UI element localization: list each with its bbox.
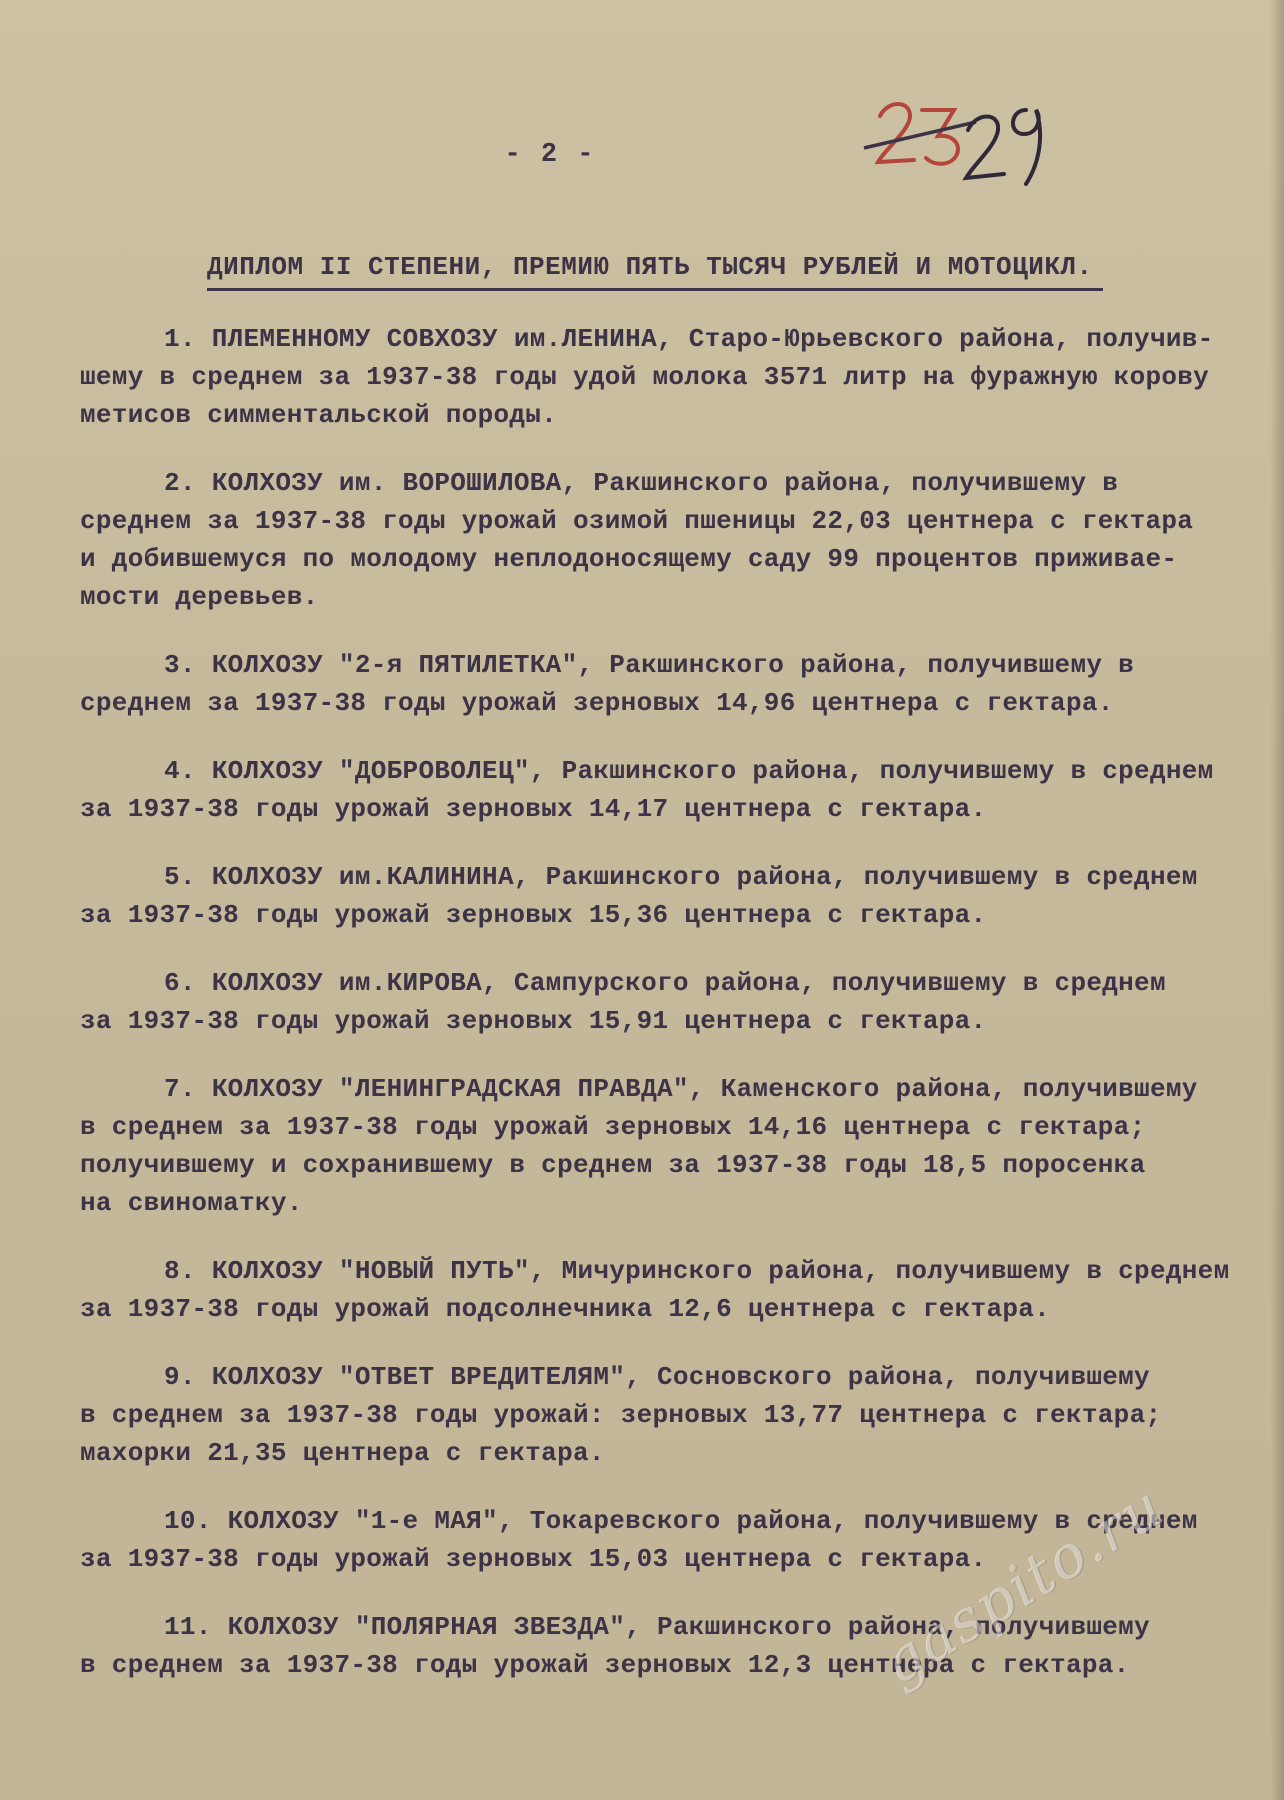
award-item bbox=[80, 752, 1260, 828]
watermark: gaspito.ru bbox=[870, 1471, 1176, 1698]
award-item-line: и добившемуся по молодому неплодоносящему саду 99 процентов приживае- bbox=[80, 544, 1178, 574]
award-item-line: шему в среднем за 1937-38 годы удой молока 3571 литр на фуражную корову bbox=[80, 362, 1210, 392]
award-item-line: за 1937-38 годы урожай зерновых 14,17 центнера с гектара. bbox=[80, 794, 987, 824]
award-item bbox=[80, 1252, 1260, 1328]
award-item-line: 11. КОЛХОЗУ "ПОЛЯРНАЯ ЗВЕЗДА", Ракшинского района, получившему bbox=[164, 1612, 1150, 1642]
award-list bbox=[80, 320, 1260, 1714]
award-item-line: 1. ПЛЕМЕННОМУ СОВХОЗУ им.ЛЕНИНА, Старо-Юрьевского района, получив- bbox=[164, 324, 1214, 354]
award-item-line: 10. КОЛХОЗУ "1-е МАЯ", Токаревского района, получившему в среднем bbox=[164, 1506, 1198, 1536]
page-number: - 2 - bbox=[504, 140, 596, 170]
award-item-line: 8. КОЛХОЗУ "НОВЫЙ ПУТЬ", Мичуринского района, получившему в среднем bbox=[164, 1256, 1230, 1286]
award-item-line: 3. КОЛХОЗУ "2-я ПЯТИЛЕТКА", Ракшинского района, получившему в bbox=[164, 650, 1135, 680]
award-item bbox=[80, 1358, 1260, 1472]
award-item-line: в среднем за 1937-38 годы урожай зерновых 12,3 центнера с гектара. bbox=[80, 1650, 1130, 1680]
award-item-line: в среднем за 1937-38 годы урожай: зерновых 13,77 центнера с гектара; bbox=[80, 1400, 1162, 1430]
handwritten-page-number bbox=[858, 88, 1078, 198]
document-title: ДИПЛОМ II СТЕПЕНИ, ПРЕМИЮ ПЯТЬ ТЫСЯЧ РУБЛЕЙ И МОТОЦИКЛ. bbox=[207, 252, 1103, 291]
award-item-line: 4. КОЛХОЗУ "ДОБРОВОЛЕЦ", Ракшинского района, получившему в среднем bbox=[164, 756, 1214, 786]
award-item-line: получившему и сохранившему в среднем за 1937-38 годы 18,5 поросенка bbox=[80, 1150, 1146, 1180]
award-item-line: в среднем за 1937-38 годы урожай зерновых 14,16 центнера с гектара; bbox=[80, 1112, 1146, 1142]
page-edge-shadow bbox=[1270, 0, 1284, 1800]
award-item-line: 2. КОЛХОЗУ им. ВОРОШИЛОВА, Ракшинского района, получившему в bbox=[164, 468, 1119, 498]
award-item bbox=[80, 858, 1260, 934]
award-item-line: 6. КОЛХОЗУ им.КИРОВА, Сампурского района, получившему в среднем bbox=[164, 968, 1166, 998]
award-item-line: за 1937-38 годы урожай зерновых 15,91 центнера с гектара. bbox=[80, 1006, 987, 1036]
award-item-line: среднем за 1937-38 годы урожай зерновых 14,96 центнера с гектара. bbox=[80, 688, 1114, 718]
award-item-line: махорки 21,35 центнера с гектара. bbox=[80, 1438, 605, 1468]
award-item-line: мости деревьев. bbox=[80, 582, 319, 612]
award-item-line: за 1937-38 годы урожай зерновых 15,03 центнера с гектара. bbox=[80, 1544, 987, 1574]
award-item-line: 9. КОЛХОЗУ "ОТВЕТ ВРЕДИТЕЛЯМ", Сосновского района, получившему bbox=[164, 1362, 1150, 1392]
award-item bbox=[80, 646, 1260, 722]
award-item bbox=[80, 1608, 1260, 1684]
award-item-line: за 1937-38 годы урожай зерновых 15,36 центнера с гектара. bbox=[80, 900, 987, 930]
award-item-line: за 1937-38 годы урожай подсолнечника 12,6 центнера с гектара. bbox=[80, 1294, 1051, 1324]
award-item-line: на свиноматку. bbox=[80, 1188, 303, 1218]
award-item bbox=[80, 964, 1260, 1040]
award-item bbox=[80, 464, 1260, 616]
award-item-line: метисов симментальской породы. bbox=[80, 400, 558, 430]
award-item-line: 7. КОЛХОЗУ "ЛЕНИНГРАДСКАЯ ПРАВДА", Каменского района, получившему bbox=[164, 1074, 1198, 1104]
award-item bbox=[80, 1070, 1260, 1222]
award-item-line: 5. КОЛХОЗУ им.КАЛИНИНА, Ракшинского района, получившему в среднем bbox=[164, 862, 1198, 892]
award-item-line: среднем за 1937-38 годы урожай озимой пшеницы 22,03 центнера с гектара bbox=[80, 506, 1194, 536]
award-item bbox=[80, 320, 1260, 434]
